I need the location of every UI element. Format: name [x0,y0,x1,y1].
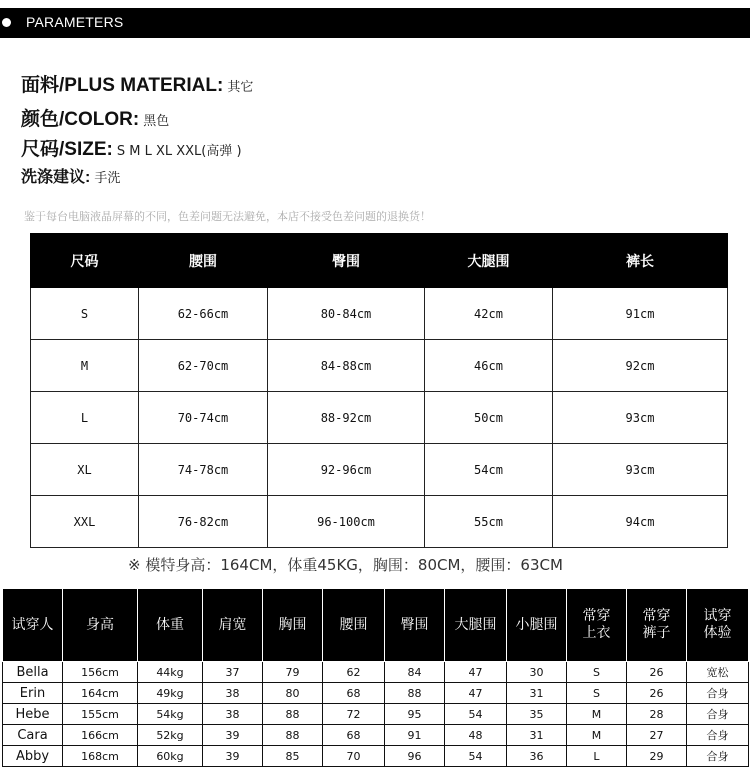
spec-value: 黑色 [143,114,170,129]
try-header-cell: 大腿围 [445,589,507,662]
try-cell: 合身 [687,725,749,746]
try-cell: 54 [445,746,507,767]
try-cell: 70 [323,746,385,767]
tester-name: Abby [3,746,63,767]
try-header-cell: 小腿围 [507,589,567,662]
parameters-title: PARAMETERS [26,14,124,30]
try-cell: 合身 [687,704,749,725]
try-cell: M [567,725,627,746]
spec-value: 其它 [227,80,254,95]
spec-washing [21,164,120,187]
try-cell: 47 [445,683,507,704]
try-cell: 39 [203,746,263,767]
try-cell: 91 [385,725,445,746]
table-row [31,444,728,496]
try-header-cell: 肩宽 [203,589,263,662]
spec-color [21,104,169,131]
size-cell: L [31,392,139,444]
try-cell: 79 [263,662,323,683]
parameters-header [0,8,750,38]
try-cell: 68 [323,683,385,704]
size-cell: 55cm [425,496,553,548]
table-row [3,725,749,746]
table-row [31,392,728,444]
header-hip: 臀围 [268,234,425,288]
spec-label: 颜色/COLOR: [21,109,140,130]
try-cell: 88 [385,683,445,704]
try-table-header [3,589,749,662]
try-cell: S [567,683,627,704]
try-header-cell: 试穿 体验 [687,589,749,662]
size-cell: 54cm [425,444,553,496]
try-cell: 54 [445,704,507,725]
size-cell: S [31,288,139,340]
try-cell: 48 [445,725,507,746]
try-header-cell: 臀围 [385,589,445,662]
header-waist: 腰围 [139,234,268,288]
size-cell: 93cm [553,392,728,444]
size-cell: 94cm [553,496,728,548]
size-cell: 76-82cm [139,496,268,548]
size-cell: 80-84cm [268,288,425,340]
try-cell: 72 [323,704,385,725]
size-cell: 91cm [553,288,728,340]
try-cell: 164cm [63,683,138,704]
size-cell: 88-92cm [268,392,425,444]
size-cell: 42cm [425,288,553,340]
tester-name: Erin [3,683,63,704]
try-cell: 47 [445,662,507,683]
try-cell: 88 [263,725,323,746]
try-on-table [2,588,749,767]
bullet-icon [2,18,11,27]
spec-label: 洗涤建议: [21,169,91,186]
try-cell: S [567,662,627,683]
size-cell: XXL [31,496,139,548]
try-cell: 28 [627,704,687,725]
try-cell: 35 [507,704,567,725]
table-row [31,288,728,340]
try-cell: 168cm [63,746,138,767]
size-cell: 92cm [553,340,728,392]
size-cell: 70-74cm [139,392,268,444]
try-cell: 37 [203,662,263,683]
spec-label: 面料/PLUS MATERIAL: [21,75,224,96]
try-cell: 27 [627,725,687,746]
try-cell: 30 [507,662,567,683]
size-cell: 92-96cm [268,444,425,496]
try-cell: 166cm [63,725,138,746]
try-cell: 44kg [138,662,203,683]
header-thigh: 大腿围 [425,234,553,288]
size-cell: M [31,340,139,392]
try-header-cell: 体重 [138,589,203,662]
color-disclaimer: 鉴于每台电脑液晶屏幕的不同，色差问题无法避免，本店不接受色差问题的退换货！ [24,210,431,223]
tester-name: Cara [3,725,63,746]
try-cell: 36 [507,746,567,767]
spec-label: 尺码/SIZE: [21,139,113,160]
try-cell: 60kg [138,746,203,767]
spec-material [21,70,253,97]
size-cell: 96-100cm [268,496,425,548]
spec-size [21,134,242,161]
try-cell: 31 [507,683,567,704]
try-cell: 96 [385,746,445,767]
header-length: 裤长 [553,234,728,288]
try-header-cell: 试穿人 [3,589,63,662]
tester-name: Bella [3,662,63,683]
try-cell: 39 [203,725,263,746]
try-cell: 156cm [63,662,138,683]
tester-name: Hebe [3,704,63,725]
try-header-cell: 常穿 上衣 [567,589,627,662]
size-cell: 46cm [425,340,553,392]
try-header-cell: 身高 [63,589,138,662]
try-cell: 31 [507,725,567,746]
size-table-header [31,234,728,288]
try-cell: 62 [323,662,385,683]
size-cell: 62-66cm [139,288,268,340]
try-cell: 95 [385,704,445,725]
try-cell: 合身 [687,683,749,704]
table-row [3,704,749,725]
spec-value: S M L XL XXL(高弹 ) [116,144,242,159]
try-header-cell: 常穿 裤子 [627,589,687,662]
try-cell: 84 [385,662,445,683]
size-cell: 62-70cm [139,340,268,392]
try-cell: 68 [323,725,385,746]
try-cell: 54kg [138,704,203,725]
size-cell: XL [31,444,139,496]
model-note: ※ 模特身高：164CM，体重45KG，胸围：80CM，腰围：63CM [128,556,563,574]
try-header-cell: 腰围 [323,589,385,662]
table-row [31,340,728,392]
try-cell: 26 [627,662,687,683]
header-size: 尺码 [31,234,139,288]
table-row [3,662,749,683]
try-cell: 52kg [138,725,203,746]
try-cell: L [567,746,627,767]
size-cell: 50cm [425,392,553,444]
try-cell: 88 [263,704,323,725]
size-cell: 93cm [553,444,728,496]
table-row [3,683,749,704]
spec-value: 手洗 [94,171,121,186]
try-cell: 29 [627,746,687,767]
table-row [31,496,728,548]
try-cell: M [567,704,627,725]
try-cell: 49kg [138,683,203,704]
try-cell: 38 [203,704,263,725]
size-cell: 84-88cm [268,340,425,392]
size-cell: 74-78cm [139,444,268,496]
try-cell: 宽松 [687,662,749,683]
try-cell: 合身 [687,746,749,767]
try-cell: 155cm [63,704,138,725]
table-row [3,746,749,767]
size-table [30,233,728,548]
try-header-cell: 胸围 [263,589,323,662]
try-cell: 38 [203,683,263,704]
try-cell: 26 [627,683,687,704]
try-cell: 80 [263,683,323,704]
try-cell: 85 [263,746,323,767]
